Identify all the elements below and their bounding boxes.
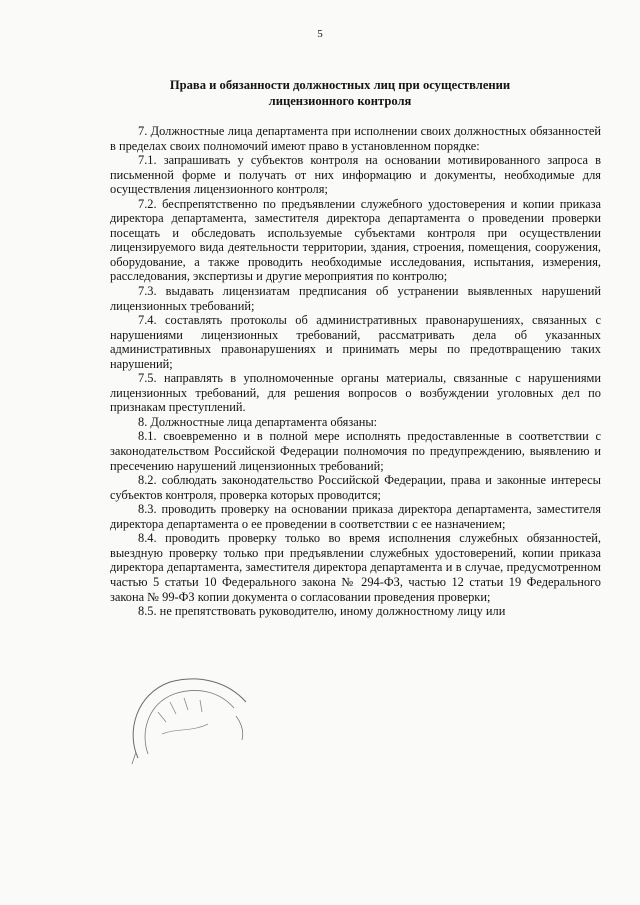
paragraph-8-3: 8.3. проводить проверку на основании приказа директора департамента, заместителя директора департамента о ее проведении в соответствии с ее назначением; [110, 502, 601, 531]
paragraph-8-5: 8.5. не препятствовать руководителю, иному должностному лицу или [138, 604, 506, 619]
paragraph-7-2: 7.2. беспрепятственно по предъявлении служебного удостоверения и копии приказа директора департамента, заместителя директора департамента о проведении проверки посещать и обследовать используемые субъектами контроля при осуществлении лицензируемого вида деятельности территории, здания, строения, помещения, сооружения, оборудование, а также проводить необходимые исследования, испытания, измерения, расследования, экспертизы и другие мероприятия по контролю; [110, 196, 601, 284]
paragraph-8-1: 8.1. своевременно и в полной мере исполнять предоставленные в соответствии с законодательством Российской Федерации полномочия по предупреждению, выявлению и пресечению нарушений лицензионных требований; [110, 429, 601, 473]
official-seal-stamp-icon [118, 672, 258, 772]
paragraph-8: 8. Должностные лица департамента обязаны: [138, 414, 378, 429]
paragraph-8-2: 8.2. соблюдать законодательство Российской Федерации, права и законные интересы субъектов контроля, проверка которых проводится; [110, 473, 601, 502]
paragraph-7-4: 7.4. составлять протоколы об административных правонарушениях, связанных с нарушениями лицензионных требований, рассматривать дела об указанных административных правонарушениях и принимать меры по предотвращению таких нарушений; [110, 313, 601, 371]
section-heading-line-2: лицензионного контроля [268, 93, 412, 108]
section-heading-line-1: Права и обязанности должностных лиц при осуществлении [169, 78, 511, 92]
paragraph-7-1: 7.1. запрашивать у субъектов контроля на основании мотивированного запроса в письменной форме и получать от них информацию и документы, необходимые для осуществления лицензионного контроля; [110, 153, 601, 197]
paragraph-7: 7. Должностные лица департамента при исполнении своих должностных обязанностей в пределах своих полномочий имеют право в установленном порядке: [110, 124, 601, 153]
paragraph-7-5: 7.5. направлять в уполномоченные органы материалы, связанные с нарушениями лицензионных требований, для решения вопросов о возбуждении уголовных дел по признакам преступлений. [110, 371, 601, 415]
page-number: 5 [317, 28, 323, 40]
section-heading [110, 78, 570, 109]
document-body [110, 124, 601, 619]
paragraph-8-4: 8.4. проводить проверку только во время исполнения служебных обязанностей, выездную проверку только при предъявлении служебных удостоверений, копии приказа директора департамента, заместителя директора департамента и в случае, предусмотренном частью 5 статьи 10 Федерального закона № 294-ФЗ, частью 12 статьи 19 Федерального закона № 99-ФЗ копии документа о согласовании проведения проверки; [110, 531, 601, 604]
paragraph-7-3: 7.3. выдавать лицензиатам предписания об устранении выявленных нарушений лицензионных требований; [110, 284, 601, 313]
